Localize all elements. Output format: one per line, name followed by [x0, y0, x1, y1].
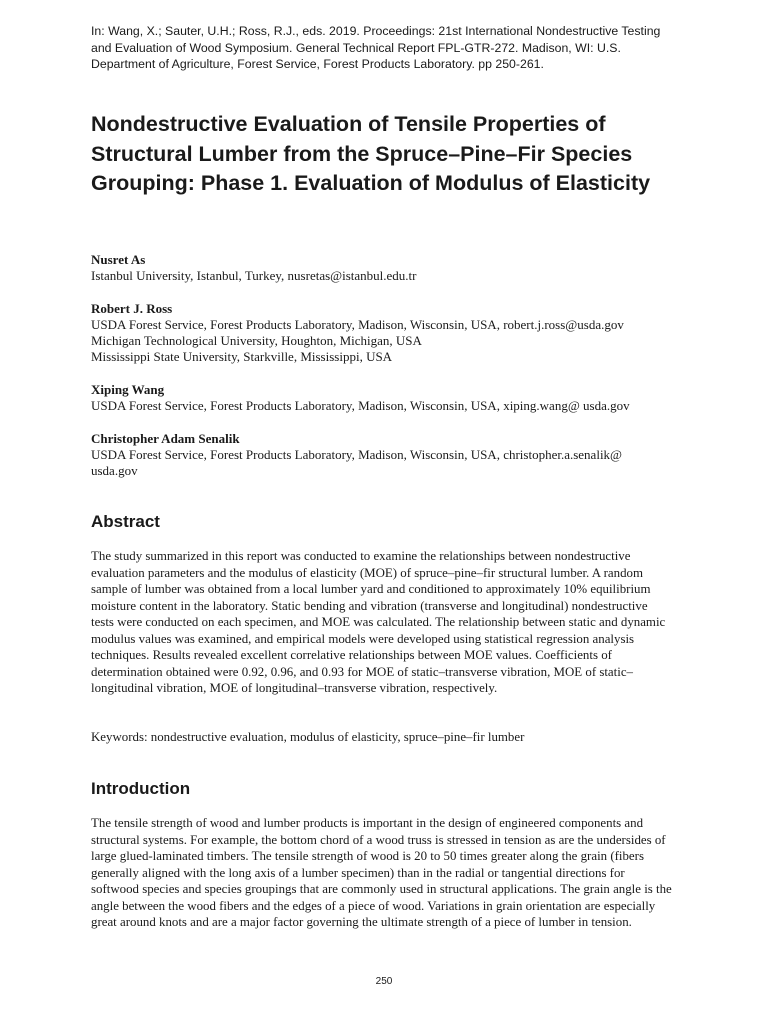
author-name: Christopher Adam Senalik — [91, 431, 240, 446]
author-name: Robert J. Ross — [91, 301, 173, 316]
author-block — [91, 252, 711, 284]
introduction-heading: Introduction — [91, 779, 191, 798]
abstract-text: The study summarized in this report was conducted to examine the relationships between nondestructive evaluation parameters and the modulus of elasticity (MOE) of spruce–pine–fir structural lumber. A random sample of lumber was obtained from a local lumber yard and conditioned to approximately 10% equilibrium moisture content in the laboratory. Static bending and vibration (transverse and longitudinal) nondestructive tests were conducted on each specimen, and MOE was calculated. The relationship between static and dynamic modulus values was examined, and empirical models were developed using statistical regression analysis techniques. Results revealed excellent correlative relationships between MOE values. Coefficients of determination obtained were 0.92, 0.96, and 0.93 for MOE of static–transverse vibration, MOE of static–longitudinal vibration, MOE of longitudinal–transverse vibration, respectively. — [91, 549, 666, 695]
author-block — [91, 431, 666, 479]
author-affiliation: USDA Forest Service, Forest Products Laboratory, Madison, Wisconsin, USA, robert.j.ross@usda.gov — [91, 317, 624, 332]
author-affiliation: Istanbul University, Istanbul, Turkey, nusretas@istanbul.edu.tr — [91, 268, 417, 283]
keywords: Keywords: nondestructive evaluation, modulus of elasticity, spruce–pine–fir lumber — [91, 730, 525, 744]
abstract-heading: Abstract — [91, 512, 160, 531]
author-affiliation: USDA Forest Service, Forest Products Laboratory, Madison, Wisconsin, USA, xiping.wang@ usda.gov — [91, 398, 630, 413]
introduction-text: The tensile strength of wood and lumber products is important in the design of engineered components and structural systems. For example, the bottom chord of a wood truss is stressed in tension as are the undersides of large glued-laminated timbers. The tensile strength of wood is 20 to 50 times greater along the grain (fibers generally aligned with the long axis of a lumber specimen) than in the radial or tangential directions for softwood species and species groupings that are commonly used in structural applications. The grain angle is the angle between the wood fibers and the edges of a piece of wood. Variations in grain orientation are especially great around knots and are a major factor governing the ultimate strength of a piece of lumber in tension. — [91, 816, 672, 929]
author-block — [91, 382, 711, 414]
page-number: 250 — [375, 976, 393, 987]
author-block — [91, 301, 711, 365]
author-affiliation: Michigan Technological University, Houghton, Michigan, USA — [91, 333, 422, 348]
author-name: Nusret As — [91, 252, 146, 267]
author-affiliation: USDA Forest Service, Forest Products Laboratory, Madison, Wisconsin, USA, christopher.a.senalik@ usda.gov — [91, 447, 623, 478]
paper-title: Nondestructive Evaluation of Tensile Properties of Structural Lumber from the Spruce–Pine–Fir Species Grouping: Phase 1. Evaluation of Modulus of Elasticity — [91, 112, 651, 195]
author-affiliation: Mississippi State University, Starkville, Mississippi, USA — [91, 349, 393, 364]
citation-header: In: Wang, X.; Sauter, U.H.; Ross, R.J., eds. 2019. Proceedings: 21st International Nondestructive Testing and Evaluation of Wood Symposium. General Technical Report FPL-GTR-272. Madison, WI: U.S. Department of Agriculture, Forest Service, Forest Products Laboratory. pp 250-261. — [91, 24, 661, 71]
author-name: Xiping Wang — [91, 382, 165, 397]
